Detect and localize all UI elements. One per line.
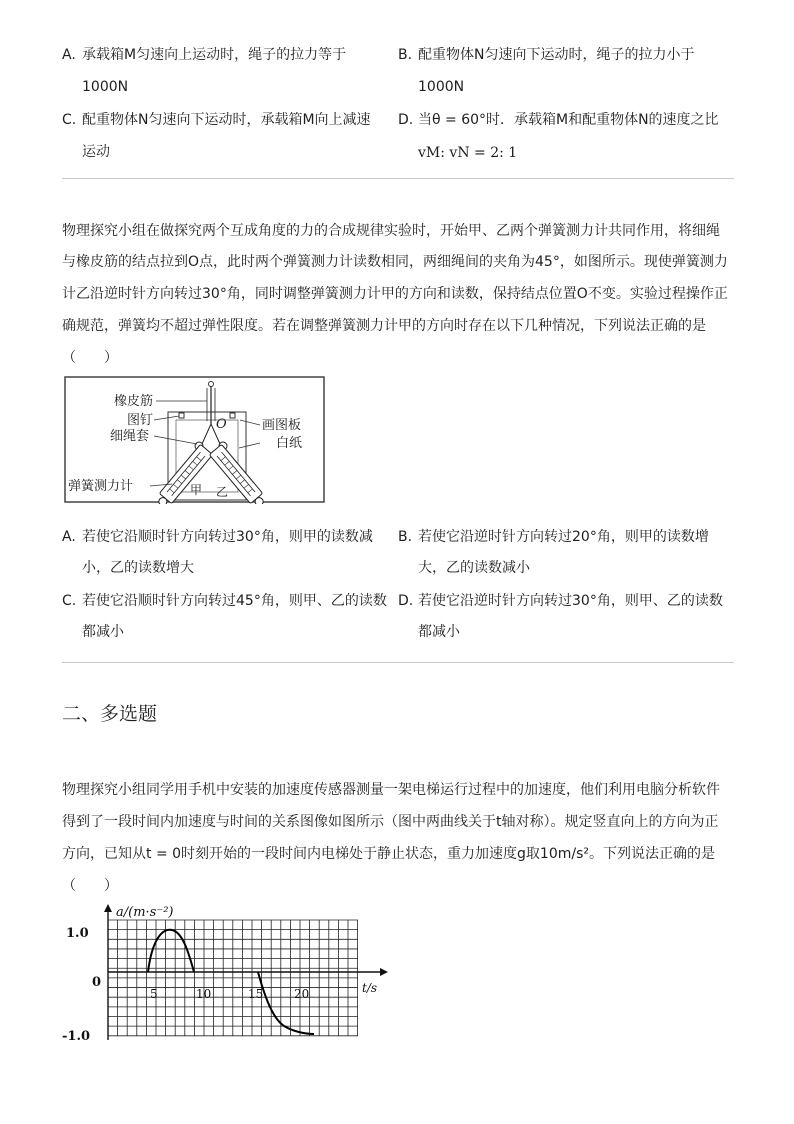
label-loop: 细绳套 (110, 429, 150, 444)
force-experiment-figure (64, 376, 326, 504)
y-tick-label: 1.0 (66, 926, 89, 941)
rubber-band-anchor (209, 382, 214, 387)
label-spring-scale: 弹簧测力计 (68, 479, 134, 494)
answer-blank: （ ） (62, 878, 118, 894)
x-axis-label: t/s (362, 981, 378, 995)
option-text: 若使它沿逆时针方向转过20°角，则甲的读数增 (418, 529, 709, 545)
divider (62, 662, 734, 663)
option-letter: D. (398, 593, 414, 609)
label-jia: 甲 (190, 483, 203, 497)
option-letter: C. (62, 593, 77, 609)
option-text-cont: 1000N (418, 79, 465, 95)
stem-line: 方向，已知从t = 0时刻开始的一段时间内电梯处于静止状态，重力加速度g取10m/s²。下列说法正确的是 (62, 846, 715, 862)
option-text: 配重物体N匀速向下运动时，绳子的拉力小于 (418, 47, 695, 63)
section-title: 二、多选题 (62, 703, 158, 725)
x-tick-label: 15 (248, 987, 264, 1001)
pin-icon (230, 413, 235, 418)
option-text: 若使它沿顺时针方向转过45°角，则甲、乙的读数 (82, 593, 387, 609)
option-text: 配重物体N匀速向下运动时，承载箱M向上减速 (82, 112, 371, 128)
option-text: 若使它沿顺时针方向转过30°角，则甲的读数减 (82, 529, 373, 545)
option-text: 若使它沿逆时针方向转过30°角，则甲、乙的读数 (418, 593, 723, 609)
option-letter: D. (398, 112, 414, 128)
stem-line: 得到了一段时间内加速度与时间的关系图像如图所示（图中两曲线关于t轴对称）。规定竖直向上的方向为正 (62, 814, 719, 830)
y-tick-label: -1.0 (62, 1029, 91, 1044)
label-board: 画图板 (262, 418, 302, 433)
label-point-o: O (216, 417, 227, 432)
stem-line: 物理探究小组在做探究两个互成角度的力的合成规律实验时，开始甲、乙两个弹簧测力计共同作用，将细绳 (62, 223, 720, 239)
option-letter: A. (62, 529, 76, 545)
option-letter: C. (62, 112, 77, 128)
y-axis-label: a/(m·s⁻²) (116, 905, 174, 920)
label-paper: 白纸 (276, 436, 303, 451)
option-letter: B. (398, 47, 413, 63)
option-text-cont: 运动 (82, 144, 110, 160)
stem-line: 与橡皮筋的结点拉到O点，此时两个弹簧测力计读数相同，两细绳间的夹角为45°，如图所示。现使弹簧测力 (62, 254, 728, 270)
y-tick-label: 0 (92, 975, 102, 990)
option-letter: A. (62, 47, 76, 63)
option-text-cont: 都减小 (82, 624, 124, 640)
label-pin: 图钉 (127, 413, 154, 428)
option-letter: B. (398, 529, 413, 545)
option-text: 当θ = 60°时．承载箱M和配重物体N的速度之比 (418, 112, 719, 128)
answer-blank: （ ） (62, 350, 118, 366)
stem-line: 确规范，弹簧均不超过弹性限度。若在调整弹簧测力计甲的方向时存在以下几种情况，下列说法正确的是 (62, 318, 706, 334)
label-rubber-band: 橡皮筋 (114, 394, 154, 409)
acceleration-time-graph (62, 900, 388, 1050)
stem-line: 计乙沿逆时针方向转过30°角，同时调整弹簧测力计甲的方向和读数，保持结点位置O不变。实验过程操作正 (62, 286, 728, 302)
option-text-cont: 都减小 (418, 624, 460, 640)
x-tick-label: 5 (150, 987, 158, 1001)
option-text-cont: vM: vN = 2: 1 (418, 145, 518, 161)
stem-line: 物理探究小组同学用手机中安装的加速度传感器测量一架电梯运行过程中的加速度，他们利用电脑分析软件 (62, 782, 720, 798)
x-tick-label: 20 (294, 987, 310, 1001)
option-text: 承载箱M匀速向上运动时，绳子的拉力等于 (82, 47, 347, 63)
divider (62, 178, 734, 179)
pin-icon (179, 413, 184, 418)
x-tick-label: 10 (196, 987, 212, 1001)
option-text-cont: 1000N (82, 79, 129, 95)
option-text-cont: 大，乙的读数减小 (418, 560, 530, 576)
option-text-cont: 小，乙的读数增大 (82, 560, 194, 576)
label-yi: 乙 (216, 485, 229, 499)
